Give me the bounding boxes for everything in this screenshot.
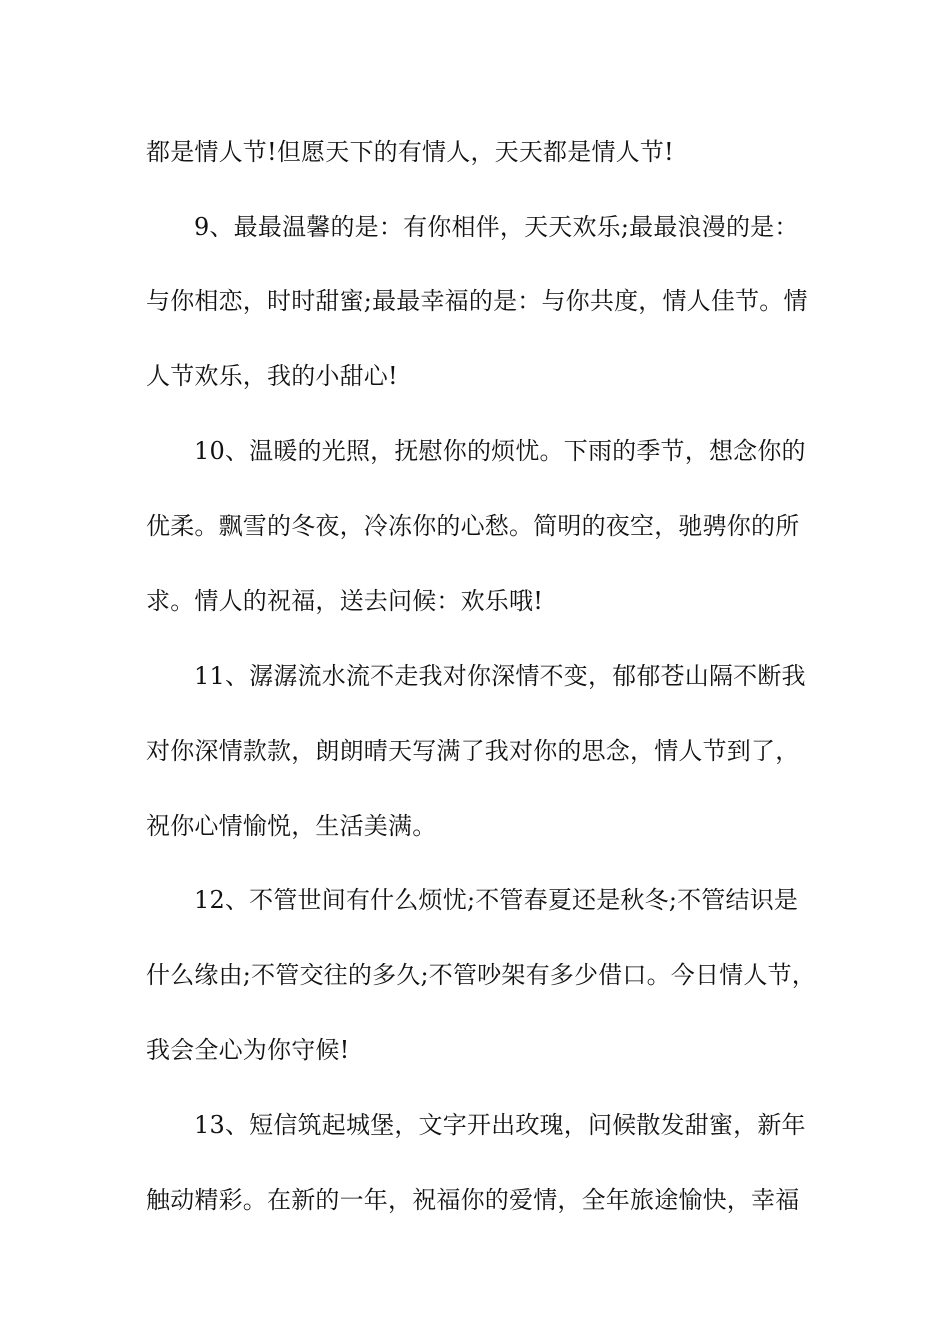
paragraph-9-start: 9、最最温馨的是：有你相伴，天天欢乐;最最浪漫的是： xyxy=(194,213,799,241)
paragraph-10-start: 10、温暖的光照，抚慰你的烦忧。下雨的季节，想念你的 xyxy=(194,437,806,465)
paragraph-12-start: 12、不管世间有什么烦忧;不管春夏还是秋冬;不管结识是 xyxy=(194,886,799,914)
text-line: 触动精彩。在新的一年，祝福你的爱情，全年旅途愉快，幸福 xyxy=(146,1186,800,1214)
text-line: 什么缘由;不管交往的多久;不管吵架有多少借口。今日情人节， xyxy=(146,961,816,989)
paragraph-11-start: 11、潺潺流水流不走我对你深情不变，郁郁苍山隔不断我 xyxy=(194,662,806,690)
text-line: 都是情人节!但愿天下的有情人，天天都是情人节! xyxy=(146,138,674,166)
text-line: 与你相恋，时时甜蜜;最最幸福的是：与你共度，情人佳节。情 xyxy=(146,287,808,315)
text-line: 我会全心为你守候! xyxy=(146,1036,350,1064)
text-line: 优柔。飘雪的冬夜，冷冻你的心愁。简明的夜空，驰骋你的所 xyxy=(146,512,800,540)
text-line: 祝你心情愉悦，生活美满。 xyxy=(146,812,437,840)
text-line: 对你深情款款，朗朗晴天写满了我对你的思念，情人节到了， xyxy=(146,737,800,765)
paragraph-13-start: 13、短信筑起城堡，文字开出玫瑰，问候散发甜蜜，新年 xyxy=(194,1111,806,1139)
text-line: 人节欢乐，我的小甜心! xyxy=(146,362,398,390)
text-line: 求。情人的祝福，送去问候：欢乐哦! xyxy=(146,587,544,615)
